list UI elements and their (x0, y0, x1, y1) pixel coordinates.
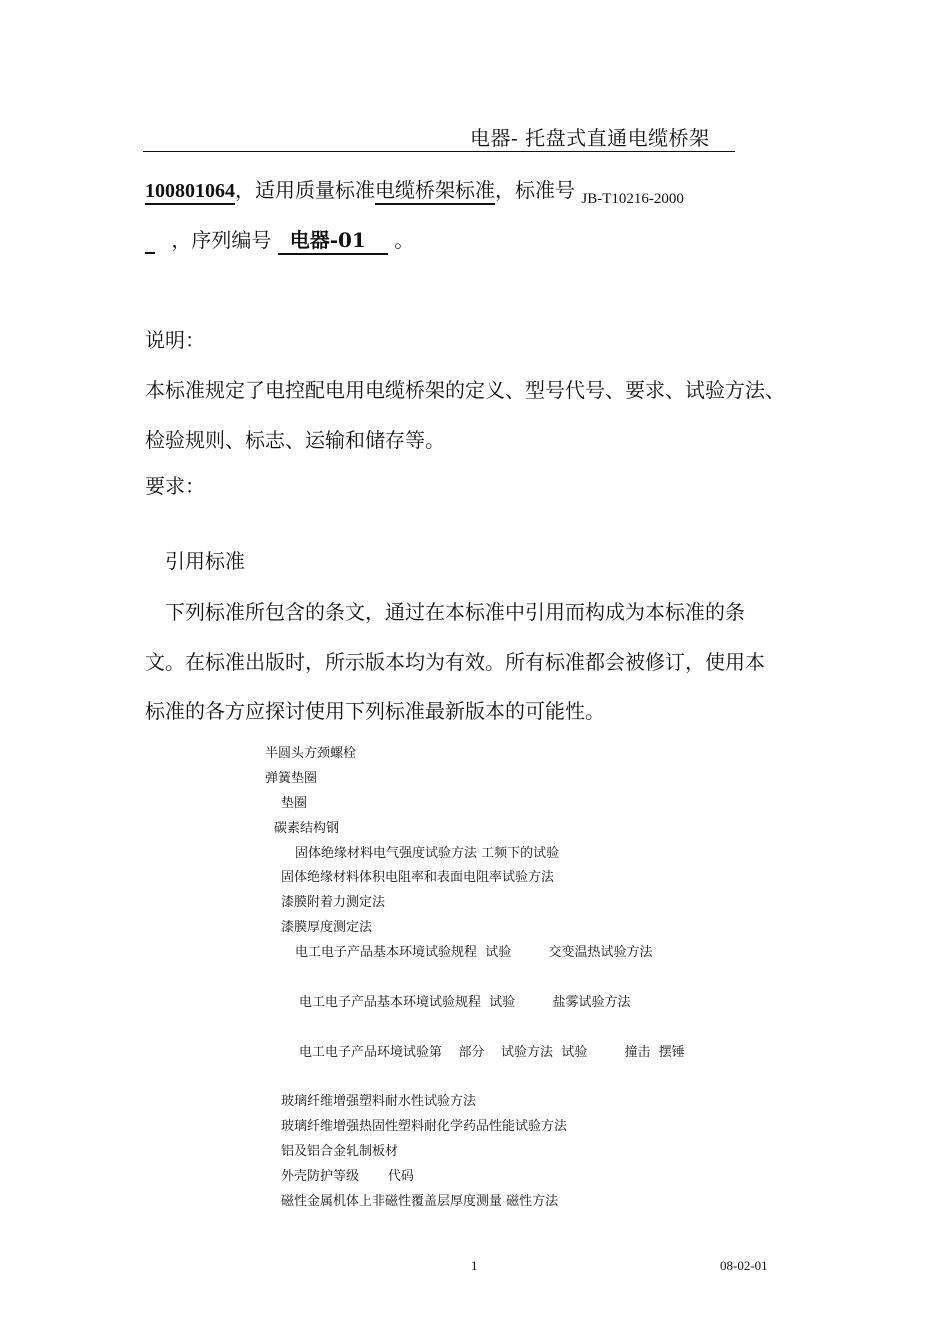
references-para-line-3: 标准的各方应探讨使用下列标准最新版本的可能性。 (145, 699, 605, 723)
intro-text-1: ，适用质量标准 (235, 178, 375, 202)
footer-date: 08-02-01 (720, 1258, 768, 1273)
requirements-label: 要求： (145, 474, 205, 498)
standard-item: 漆膜附着力测定法 (281, 895, 386, 910)
header-divider (143, 151, 735, 152)
blank-underline (145, 228, 155, 254)
product-code: 100801064 (145, 180, 235, 205)
standard-item: 电工电子产品环境试验第 部分 试验方法 试验 撞击 摆锤 (299, 1045, 685, 1060)
references-para-line-2: 文。在标准出版时，所示版本均为有效。所有标准都会被修订，使用本 (145, 650, 765, 674)
intro-line-1 (145, 174, 684, 205)
standard-item: 弹簧垫圈 (265, 771, 318, 786)
intro-text-2: ，标准号 (495, 178, 575, 202)
page-title: 电器- 托盘式直通电缆桥架 (470, 126, 710, 150)
standard-item: 玻璃纤维增强塑料耐水性试验方法 (281, 1094, 477, 1109)
references-para-line-1: 下列标准所包含的条文，通过在本标准中引用而构成为本标准的条 (165, 600, 745, 624)
standard-item: 固体绝缘材料体积电阻率和表面电阻率试验方法 (281, 870, 555, 885)
standard-item: 电工电子产品基本环境试验规程 试验 交变温热试验方法 (295, 945, 653, 960)
standard-item: 外壳防护等级 代码 (281, 1169, 414, 1184)
standard-item: 半圆头方颈螺栓 (265, 746, 357, 761)
references-heading: 引用标准 (165, 549, 245, 573)
standard-number: JB-T10216-2000 (581, 191, 684, 207)
standard-item: 铝及铝合金轧制板材 (281, 1144, 399, 1159)
standard-name: 电缆桥架标准 (375, 174, 495, 205)
standard-item: 玻璃纤维增强热固性塑料耐化学药品性能试验方法 (281, 1119, 568, 1134)
intro-end: 。 (394, 228, 415, 252)
standard-item: 磁性金属机体上非磁性覆盖层厚度测量 磁性方法 (281, 1194, 559, 1209)
standard-item: 电工电子产品基本环境试验规程 试验 盐雾试验方法 (299, 995, 631, 1010)
standard-item: 垫圈 (281, 796, 308, 811)
standard-item: 碳素结构钢 (274, 821, 340, 836)
standard-item: 漆膜厚度测定法 (281, 920, 373, 935)
intro-line-2 (145, 224, 414, 255)
serial-number (278, 224, 388, 255)
description-line-2: 检验规则、标志、运输和储存等。 (145, 428, 445, 452)
intro-text-3: ，序列编号 (171, 228, 272, 252)
standard-item: 固体绝缘材料电气强度试验方法 工频下的试验 (295, 846, 560, 861)
serial-value: 电器-01 (289, 228, 366, 252)
description-label: 说明： (145, 328, 205, 352)
page-number: 1 (471, 1258, 478, 1273)
description-line-1: 本标准规定了电控配电用电缆桥架的定义、型号代号、要求、试验方法、 (145, 378, 785, 402)
